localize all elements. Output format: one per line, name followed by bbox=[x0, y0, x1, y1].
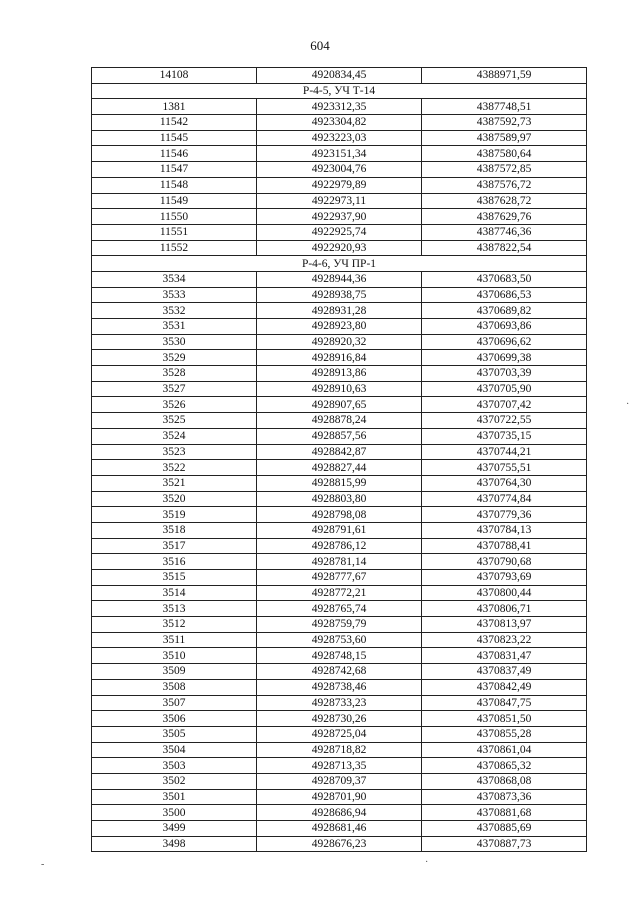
table-row bbox=[92, 287, 587, 303]
table-row bbox=[92, 475, 587, 491]
x-coordinate-cell: 4928709,37 bbox=[257, 773, 422, 789]
x-coordinate-cell: 4928733,23 bbox=[257, 695, 422, 711]
point-number-cell: 3526 bbox=[92, 397, 257, 413]
table-row bbox=[92, 413, 587, 429]
y-coordinate-cell: 4370722,55 bbox=[422, 413, 587, 429]
table-row bbox=[92, 271, 587, 287]
point-number-cell: 14108 bbox=[92, 68, 257, 84]
x-coordinate-cell: 4928681,46 bbox=[257, 821, 422, 837]
x-coordinate-cell: 4928815,99 bbox=[257, 475, 422, 491]
x-coordinate-cell: 4922973,11 bbox=[257, 193, 422, 209]
point-number-cell: 3525 bbox=[92, 413, 257, 429]
x-coordinate-cell: 4922937,90 bbox=[257, 209, 422, 225]
section-title: Р-4-6, УЧ ПР-1 bbox=[92, 256, 587, 272]
x-coordinate-cell: 4928725,04 bbox=[257, 726, 422, 742]
table-row bbox=[92, 162, 587, 178]
point-number-cell: 3507 bbox=[92, 695, 257, 711]
x-coordinate-cell: 4928718,82 bbox=[257, 742, 422, 758]
y-coordinate-cell: 4370806,71 bbox=[422, 601, 587, 617]
point-number-cell: 3518 bbox=[92, 522, 257, 538]
x-coordinate-cell: 4922920,93 bbox=[257, 240, 422, 256]
x-coordinate-cell: 4928738,46 bbox=[257, 679, 422, 695]
table-row bbox=[92, 679, 587, 695]
x-coordinate-cell: 4928842,87 bbox=[257, 444, 422, 460]
x-coordinate-cell: 4923304,82 bbox=[257, 115, 422, 131]
x-coordinate-cell: 4928910,63 bbox=[257, 381, 422, 397]
y-coordinate-cell: 4387629,76 bbox=[422, 209, 587, 225]
table-row bbox=[92, 177, 587, 193]
x-coordinate-cell: 4923223,03 bbox=[257, 130, 422, 146]
y-coordinate-cell: 4370885,69 bbox=[422, 821, 587, 837]
table-row bbox=[92, 821, 587, 837]
y-coordinate-cell: 4370774,84 bbox=[422, 491, 587, 507]
y-coordinate-cell: 4370707,42 bbox=[422, 397, 587, 413]
y-coordinate-cell: 4370699,38 bbox=[422, 350, 587, 366]
table-row bbox=[92, 789, 587, 805]
table-row bbox=[92, 366, 587, 382]
point-number-cell: 11548 bbox=[92, 177, 257, 193]
y-coordinate-cell: 4370813,97 bbox=[422, 617, 587, 633]
x-coordinate-cell: 4923151,34 bbox=[257, 146, 422, 162]
point-number-cell: 3504 bbox=[92, 742, 257, 758]
x-coordinate-cell: 4928781,14 bbox=[257, 554, 422, 570]
x-coordinate-cell: 4928777,67 bbox=[257, 570, 422, 586]
y-coordinate-cell: 4370683,50 bbox=[422, 271, 587, 287]
point-number-cell: 3498 bbox=[92, 836, 257, 852]
point-number-cell: 3519 bbox=[92, 507, 257, 523]
scan-speck-right: · bbox=[626, 399, 630, 410]
y-coordinate-cell: 4387589,97 bbox=[422, 130, 587, 146]
section-header-row bbox=[92, 83, 587, 99]
point-number-cell: 3500 bbox=[92, 805, 257, 821]
x-coordinate-cell: 4928827,44 bbox=[257, 460, 422, 476]
point-number-cell: 3528 bbox=[92, 366, 257, 382]
table-row bbox=[92, 99, 587, 115]
x-coordinate-cell: 4928938,75 bbox=[257, 287, 422, 303]
point-number-cell: 3523 bbox=[92, 444, 257, 460]
point-number-cell: 3510 bbox=[92, 648, 257, 664]
point-number-cell: 3501 bbox=[92, 789, 257, 805]
table-row bbox=[92, 460, 587, 476]
x-coordinate-cell: 4928786,12 bbox=[257, 538, 422, 554]
table-row bbox=[92, 836, 587, 852]
y-coordinate-cell: 4370784,13 bbox=[422, 522, 587, 538]
table-row bbox=[92, 209, 587, 225]
x-coordinate-cell: 4922979,89 bbox=[257, 177, 422, 193]
table-row bbox=[92, 444, 587, 460]
point-number-cell: 3505 bbox=[92, 726, 257, 742]
x-coordinate-cell: 4928701,90 bbox=[257, 789, 422, 805]
point-number-cell: 3514 bbox=[92, 585, 257, 601]
table-row bbox=[92, 68, 587, 84]
page-number: 604 bbox=[310, 38, 330, 53]
y-coordinate-cell: 4370881,68 bbox=[422, 805, 587, 821]
point-number-cell: 3508 bbox=[92, 679, 257, 695]
y-coordinate-cell: 4387592,73 bbox=[422, 115, 587, 131]
y-coordinate-cell: 4370696,62 bbox=[422, 334, 587, 350]
table-row bbox=[92, 726, 587, 742]
y-coordinate-cell: 4370793,69 bbox=[422, 570, 587, 586]
y-coordinate-cell: 4387822,54 bbox=[422, 240, 587, 256]
point-number-cell: 3524 bbox=[92, 428, 257, 444]
y-coordinate-cell: 4370868,08 bbox=[422, 773, 587, 789]
scan-speck-left: - bbox=[41, 859, 45, 870]
table-row bbox=[92, 224, 587, 240]
y-coordinate-cell: 4370703,39 bbox=[422, 366, 587, 382]
x-coordinate-cell: 4928931,28 bbox=[257, 303, 422, 319]
point-number-cell: 3516 bbox=[92, 554, 257, 570]
x-coordinate-cell: 4928748,15 bbox=[257, 648, 422, 664]
x-coordinate-cell: 4928676,23 bbox=[257, 836, 422, 852]
point-number-cell: 3509 bbox=[92, 664, 257, 680]
table-row bbox=[92, 397, 587, 413]
coordinates-table bbox=[91, 67, 587, 852]
point-number-cell: 3522 bbox=[92, 460, 257, 476]
y-coordinate-cell: 4370823,22 bbox=[422, 632, 587, 648]
point-number-cell: 11546 bbox=[92, 146, 257, 162]
table-row bbox=[92, 632, 587, 648]
y-coordinate-cell: 4387628,72 bbox=[422, 193, 587, 209]
point-number-cell: 11549 bbox=[92, 193, 257, 209]
y-coordinate-cell: 4370865,32 bbox=[422, 758, 587, 774]
coordinates-table-body bbox=[92, 68, 587, 852]
x-coordinate-cell: 4928730,26 bbox=[257, 711, 422, 727]
table-row bbox=[92, 381, 587, 397]
x-coordinate-cell: 4928765,74 bbox=[257, 601, 422, 617]
x-coordinate-cell: 4928907,65 bbox=[257, 397, 422, 413]
table-row bbox=[92, 303, 587, 319]
point-number-cell: 11550 bbox=[92, 209, 257, 225]
table-row bbox=[92, 695, 587, 711]
y-coordinate-cell: 4387580,64 bbox=[422, 146, 587, 162]
x-coordinate-cell: 4928742,68 bbox=[257, 664, 422, 680]
y-coordinate-cell: 4370686,53 bbox=[422, 287, 587, 303]
point-number-cell: 3502 bbox=[92, 773, 257, 789]
y-coordinate-cell: 4387748,51 bbox=[422, 99, 587, 115]
table-row bbox=[92, 664, 587, 680]
table-row bbox=[92, 554, 587, 570]
point-number-cell: 3511 bbox=[92, 632, 257, 648]
x-coordinate-cell: 4920834,45 bbox=[257, 68, 422, 84]
point-number-cell: 3512 bbox=[92, 617, 257, 633]
table-row bbox=[92, 773, 587, 789]
x-coordinate-cell: 4928916,84 bbox=[257, 350, 422, 366]
y-coordinate-cell: 4387572,85 bbox=[422, 162, 587, 178]
table-row bbox=[92, 240, 587, 256]
y-coordinate-cell: 4370861,04 bbox=[422, 742, 587, 758]
y-coordinate-cell: 4370705,90 bbox=[422, 381, 587, 397]
table-row bbox=[92, 570, 587, 586]
y-coordinate-cell: 4370847,75 bbox=[422, 695, 587, 711]
x-coordinate-cell: 4928803,80 bbox=[257, 491, 422, 507]
table-row bbox=[92, 115, 587, 131]
point-number-cell: 1381 bbox=[92, 99, 257, 115]
x-coordinate-cell: 4923004,76 bbox=[257, 162, 422, 178]
table-row bbox=[92, 319, 587, 335]
y-coordinate-cell: 4370693,86 bbox=[422, 319, 587, 335]
y-coordinate-cell: 4370873,36 bbox=[422, 789, 587, 805]
y-coordinate-cell: 4370837,49 bbox=[422, 664, 587, 680]
point-number-cell: 3517 bbox=[92, 538, 257, 554]
x-coordinate-cell: 4928791,61 bbox=[257, 522, 422, 538]
table-row bbox=[92, 193, 587, 209]
scan-speck-bottom: · bbox=[425, 857, 429, 868]
point-number-cell: 3534 bbox=[92, 271, 257, 287]
y-coordinate-cell: 4370851,50 bbox=[422, 711, 587, 727]
section-header-row bbox=[92, 256, 587, 272]
table-row bbox=[92, 334, 587, 350]
point-number-cell: 3530 bbox=[92, 334, 257, 350]
x-coordinate-cell: 4928753,60 bbox=[257, 632, 422, 648]
table-row bbox=[92, 585, 587, 601]
point-number-cell: 3529 bbox=[92, 350, 257, 366]
table-row bbox=[92, 522, 587, 538]
table-row bbox=[92, 491, 587, 507]
y-coordinate-cell: 4370744,21 bbox=[422, 444, 587, 460]
table-row bbox=[92, 742, 587, 758]
y-coordinate-cell: 4370855,28 bbox=[422, 726, 587, 742]
point-number-cell: 3521 bbox=[92, 475, 257, 491]
y-coordinate-cell: 4370790,68 bbox=[422, 554, 587, 570]
y-coordinate-cell: 4387746,36 bbox=[422, 224, 587, 240]
y-coordinate-cell: 4388971,59 bbox=[422, 68, 587, 84]
y-coordinate-cell: 4370689,82 bbox=[422, 303, 587, 319]
point-number-cell: 11552 bbox=[92, 240, 257, 256]
x-coordinate-cell: 4928713,35 bbox=[257, 758, 422, 774]
table-row bbox=[92, 507, 587, 523]
x-coordinate-cell: 4928920,32 bbox=[257, 334, 422, 350]
table-row bbox=[92, 648, 587, 664]
point-number-cell: 3527 bbox=[92, 381, 257, 397]
point-number-cell: 3532 bbox=[92, 303, 257, 319]
point-number-cell: 11545 bbox=[92, 130, 257, 146]
point-number-cell: 3515 bbox=[92, 570, 257, 586]
y-coordinate-cell: 4370764,30 bbox=[422, 475, 587, 491]
table-row bbox=[92, 758, 587, 774]
y-coordinate-cell: 4370800,44 bbox=[422, 585, 587, 601]
x-coordinate-cell: 4928878,24 bbox=[257, 413, 422, 429]
point-number-cell: 11542 bbox=[92, 115, 257, 131]
y-coordinate-cell: 4370831,47 bbox=[422, 648, 587, 664]
x-coordinate-cell: 4922925,74 bbox=[257, 224, 422, 240]
y-coordinate-cell: 4370779,36 bbox=[422, 507, 587, 523]
table-row bbox=[92, 805, 587, 821]
point-number-cell: 3506 bbox=[92, 711, 257, 727]
x-coordinate-cell: 4928686,94 bbox=[257, 805, 422, 821]
y-coordinate-cell: 4370788,41 bbox=[422, 538, 587, 554]
point-number-cell: 3513 bbox=[92, 601, 257, 617]
y-coordinate-cell: 4370842,49 bbox=[422, 679, 587, 695]
x-coordinate-cell: 4928923,80 bbox=[257, 319, 422, 335]
x-coordinate-cell: 4928944,36 bbox=[257, 271, 422, 287]
x-coordinate-cell: 4928759,79 bbox=[257, 617, 422, 633]
table-row bbox=[92, 146, 587, 162]
y-coordinate-cell: 4370755,51 bbox=[422, 460, 587, 476]
table-row bbox=[92, 617, 587, 633]
table-row bbox=[92, 130, 587, 146]
x-coordinate-cell: 4928798,08 bbox=[257, 507, 422, 523]
y-coordinate-cell: 4370887,73 bbox=[422, 836, 587, 852]
point-number-cell: 11547 bbox=[92, 162, 257, 178]
point-number-cell: 3533 bbox=[92, 287, 257, 303]
y-coordinate-cell: 4370735,15 bbox=[422, 428, 587, 444]
point-number-cell: 3531 bbox=[92, 319, 257, 335]
table-row bbox=[92, 350, 587, 366]
x-coordinate-cell: 4928857,56 bbox=[257, 428, 422, 444]
section-title: Р-4-5, УЧ Т-14 bbox=[92, 83, 587, 99]
point-number-cell: 3520 bbox=[92, 491, 257, 507]
point-number-cell: 3499 bbox=[92, 821, 257, 837]
point-number-cell: 3503 bbox=[92, 758, 257, 774]
x-coordinate-cell: 4928772,21 bbox=[257, 585, 422, 601]
x-coordinate-cell: 4928913,86 bbox=[257, 366, 422, 382]
point-number-cell: 11551 bbox=[92, 224, 257, 240]
table-row bbox=[92, 601, 587, 617]
y-coordinate-cell: 4387576,72 bbox=[422, 177, 587, 193]
table-row bbox=[92, 538, 587, 554]
table-row bbox=[92, 428, 587, 444]
x-coordinate-cell: 4923312,35 bbox=[257, 99, 422, 115]
table-row bbox=[92, 711, 587, 727]
